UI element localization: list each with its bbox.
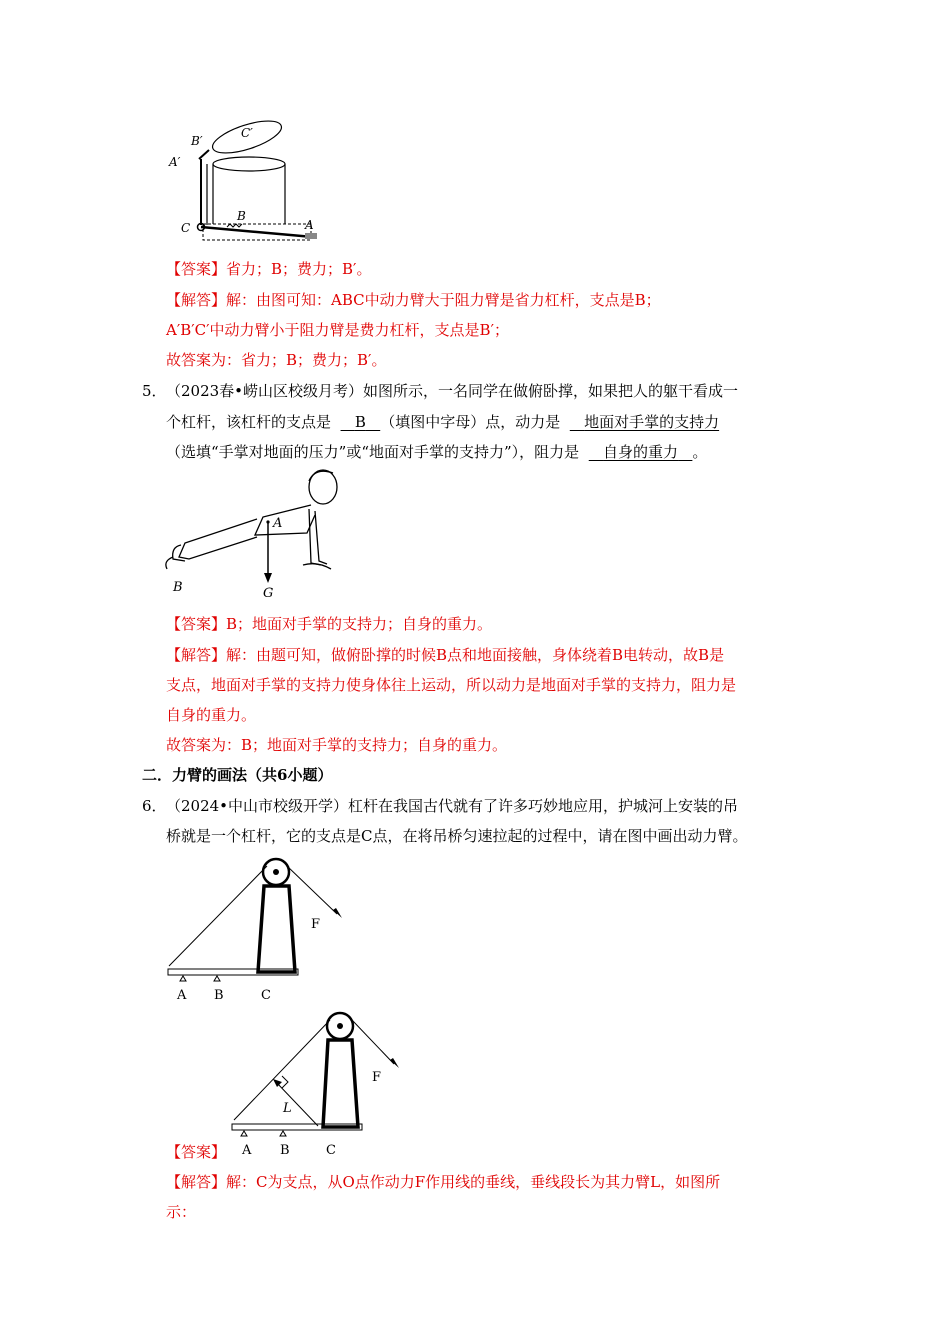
q4-answer: 【答案】省力；B；费力；B′。	[166, 260, 372, 278]
section-title: 二．力臂的画法（共6小题）	[142, 766, 333, 784]
q4-label-c: C	[181, 221, 191, 235]
q6-fig2-label-l: L	[283, 1101, 292, 1116]
q4-lever-figure	[165, 112, 325, 247]
q5-answer: 【答案】B；地面对手掌的支持力；自身的重力。	[166, 615, 493, 633]
q5-pushup-figure	[165, 465, 355, 600]
q6-fig1-label-c: C	[261, 988, 271, 1003]
q5-number: 5．	[142, 382, 167, 400]
q6-answer-figure	[228, 1008, 418, 1163]
q5-question-line2	[166, 412, 719, 432]
q5-text-d: 。	[692, 443, 708, 461]
q5-blank3[interactable]: 自身的重力	[603, 443, 679, 461]
q6-solution-line2: 示：	[166, 1203, 197, 1221]
q5-question-line3	[166, 442, 707, 462]
q5-solution-line2: 支点，地面对手掌的支持力使身体往上运动，所以动力是地面对手掌的支持力，阻力是	[166, 676, 737, 694]
q4-conclusion: 故答案为：省力；B；费力；B′。	[166, 351, 387, 369]
q5-text-a: 个杠杆，该杠杆的支点是	[166, 413, 332, 431]
q5-blank1[interactable]: B	[354, 413, 366, 431]
q6-fig2-label-b: B	[280, 1143, 290, 1158]
q5-conclusion: 故答案为：B；地面对手掌的支持力；自身的重力。	[166, 736, 508, 754]
q5-blank2[interactable]: 地面对手掌的支持力	[584, 413, 720, 431]
q6-fig1-label-b: B	[214, 988, 224, 1003]
q6-fig1-label-f: F	[311, 917, 321, 932]
q5-question-line1: （2023春•崂山区校级月考）如图所示，一名同学在做俯卧撑，如果把人的躯干看成一	[166, 382, 739, 400]
q4-label-a: A	[305, 218, 314, 232]
q4-solution-line2: A′B′C′中动力臂小于阻力臂是费力杠杆，支点是B′；	[166, 321, 509, 339]
q6-fig2-label-c: C	[326, 1143, 336, 1158]
q5-label-a: A	[273, 516, 283, 531]
q5-text-c: （选填“手掌对地面的压力”或“地面对手掌的支持力”），阻力是	[166, 443, 580, 461]
q5-label-g: G	[263, 586, 274, 600]
q4-label-c-prime: C′	[241, 126, 253, 140]
q6-question-line1: （2024•中山市校级开学）杠杆在我国古代就有了许多巧妙地应用，护城河上安装的吊	[166, 797, 739, 815]
q6-fig2-label-a: A	[242, 1143, 252, 1158]
q5-text-b: （填图中字母）点，动力是	[380, 413, 561, 431]
q6-fig2-label-f: F	[372, 1070, 382, 1085]
q6-answer: 【答案】	[166, 1143, 227, 1161]
q4-solution-line1: 【解答】解：由图可知：ABC中动力臂大于阻力臂是省力杠杆，支点是B；	[166, 291, 661, 309]
q6-solution-line1: 【解答】解：C为支点，从O点作动力F作用线的垂线，垂线段长为其力臂L，如图所	[166, 1173, 721, 1191]
q5-solution-line1: 【解答】解：由题可知，做俯卧撑的时候B点和地面接触，身体绕着B电转动，故B是	[166, 646, 725, 664]
q6-drawbridge-figure	[165, 852, 355, 1007]
q6-fig1-label-a: A	[177, 988, 187, 1003]
q5-label-b: B	[173, 580, 183, 595]
q6-number: 6．	[142, 797, 167, 815]
q6-question-line2: 桥就是一个杠杆，它的支点是C点，在将吊桥匀速拉起的过程中，请在图中画出动力臂。	[166, 827, 748, 845]
q5-solution-line3: 自身的重力。	[166, 706, 257, 724]
q4-label-b: B	[237, 209, 246, 223]
q4-label-b-prime: B′	[191, 134, 203, 148]
q4-label-a-prime: A′	[169, 155, 181, 169]
